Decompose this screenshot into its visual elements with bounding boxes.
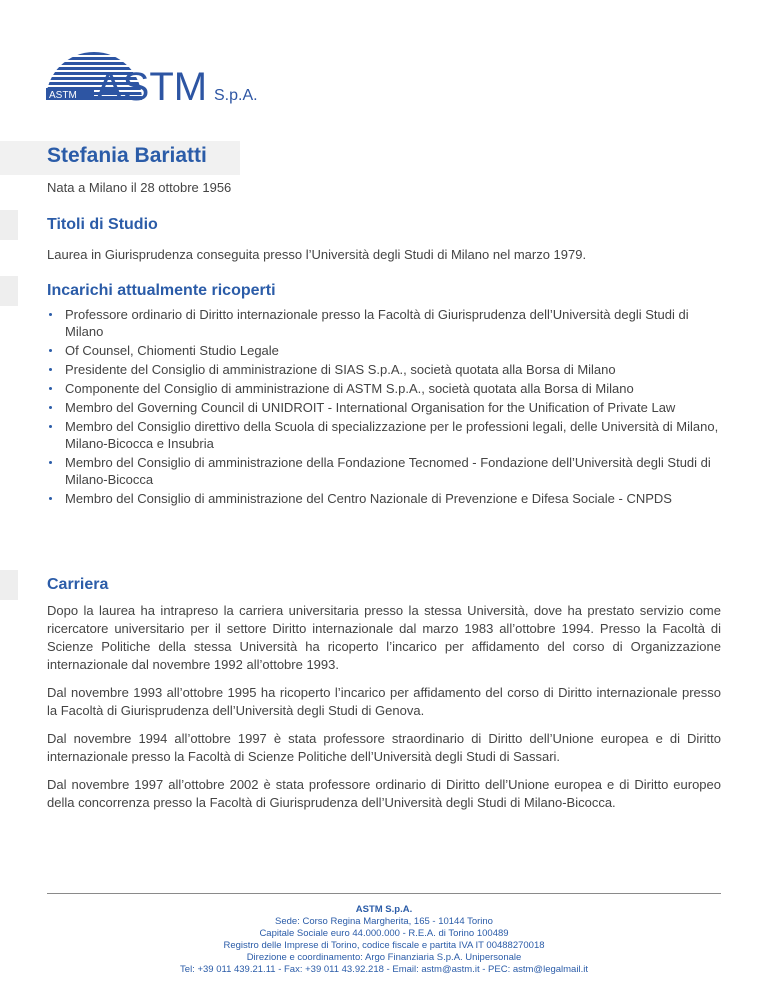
logo-wordmark: ASTM: [96, 65, 208, 108]
list-item: Membro del Consiglio direttivo della Scuola di specializzazione per le professioni legali, delle Università di Milano, Milano-Bicocca e Insubria: [47, 418, 723, 452]
footer-line: Capitale Sociale euro 44.000.000 - R.E.A. di Torino 100489: [259, 928, 509, 939]
footer-company: ASTM S.p.A.: [355, 904, 413, 915]
carriera-paragraph-3: Dal novembre 1994 all’ottobre 1997 è stata professore straordinario di Diritto dell’Unione europea e di Diritto internazionale presso la Facoltà di Scienze Politiche dell’Università degli Studi di Sassari.: [47, 731, 721, 764]
incarichi-list: [47, 306, 723, 509]
bullet-icon: [49, 425, 52, 428]
bullet-icon: [49, 313, 52, 316]
titoli-text: Laurea in Giurisprudenza conseguita presso l’Università degli Studi di Milano nel marzo 1979.: [47, 247, 587, 262]
section-marker-incarichi: [0, 276, 18, 306]
section-marker-titoli: [0, 210, 18, 240]
astm-logo: [46, 52, 276, 108]
list-item: Of Counsel, Chiomenti Studio Legale: [47, 342, 723, 359]
heading-incarichi: Incarichi attualmente ricoperti: [47, 282, 276, 299]
heading-carriera: Carriera: [47, 576, 109, 593]
list-item: Professore ordinario di Diritto internazionale presso la Facoltà di Giurisprudenza dell’Università degli Studi di Milano: [47, 306, 723, 340]
bullet-icon: [49, 406, 52, 409]
list-item: Membro del Consiglio di amministrazione del Centro Nazionale di Prevenzione e Difesa Sociale - CNPDS: [47, 490, 723, 507]
bullet-icon: [49, 387, 52, 390]
carriera-paragraph-2: Dal novembre 1993 all’ottobre 1995 ha ricoperto l’incarico per affidamento del corso di Diritto internazionale presso la Facoltà di Giurisprudenza dell’Università degli Studi di Genova.: [47, 685, 721, 718]
footer-line: Direzione e coordinamento: Argo Finanziaria S.p.A. Unipersonale: [246, 952, 522, 963]
bullet-icon: [49, 368, 52, 371]
bullet-icon: [49, 461, 52, 464]
carriera-paragraph-4: Dal novembre 1997 all’ottobre 2002 è stata professore ordinario di Diritto dell’Unione europea e di Diritto europeo della concorrenza presso la Facoltà di Giurisprudenza dell’Università degli Studi di Milano-Bicocca.: [47, 777, 721, 810]
footer-line: Registro delle Imprese di Torino, codice fiscale e partita IVA IT 00488270018: [223, 940, 545, 951]
carriera-paragraph-1: Dopo la laurea ha intrapreso la carriera universitaria presso la stessa Università, dove ha prestato servizio come ricercatore universitario per il settore Diritto internazionale dal marzo 1983 all’ottobre 1994. Presso la Facoltà di Scienze Politiche della stessa Università ha ricoperto l’incarico per affidamento del corso di Organizzazione internazionale dal novembre 1992 all’ottobre 1993.: [47, 603, 721, 672]
footer: [47, 904, 721, 976]
list-item: Presidente del Consiglio di amministrazione di SIAS S.p.A., società quotata alla Borsa di Milano: [47, 361, 723, 378]
footer-line: Tel: +39 011 439.21.11 - Fax: +39 011 43.92.218 - Email: astm@astm.it - PEC: astm@legalmail.it: [180, 964, 588, 975]
footer-line: Sede: Corso Regina Margherita, 165 - 10144 Torino: [275, 916, 493, 927]
list-item: Componente del Consiglio di amministrazione di ASTM S.p.A., società quotata alla Borsa di Milano: [47, 380, 723, 397]
heading-titoli: Titoli di Studio: [47, 216, 158, 233]
bullet-icon: [49, 497, 52, 500]
section-marker-carriera: [0, 570, 18, 600]
bullet-icon: [49, 349, 52, 352]
list-item: Membro del Consiglio di amministrazione della Fondazione Tecnomed - Fondazione dell’Università degli Studi di Milano-Bicocca: [47, 454, 723, 488]
person-name: Stefania Bariatti: [47, 144, 207, 167]
logo-mark-text: ASTM: [49, 90, 77, 101]
logo-suffix: S.p.A.: [214, 87, 258, 104]
footer-divider: [47, 893, 721, 894]
list-item: Membro del Governing Council di UNIDROIT - International Organisation for the Unification of Private Law: [47, 399, 723, 416]
birth-info: Nata a Milano il 28 ottobre 1956: [47, 180, 232, 195]
